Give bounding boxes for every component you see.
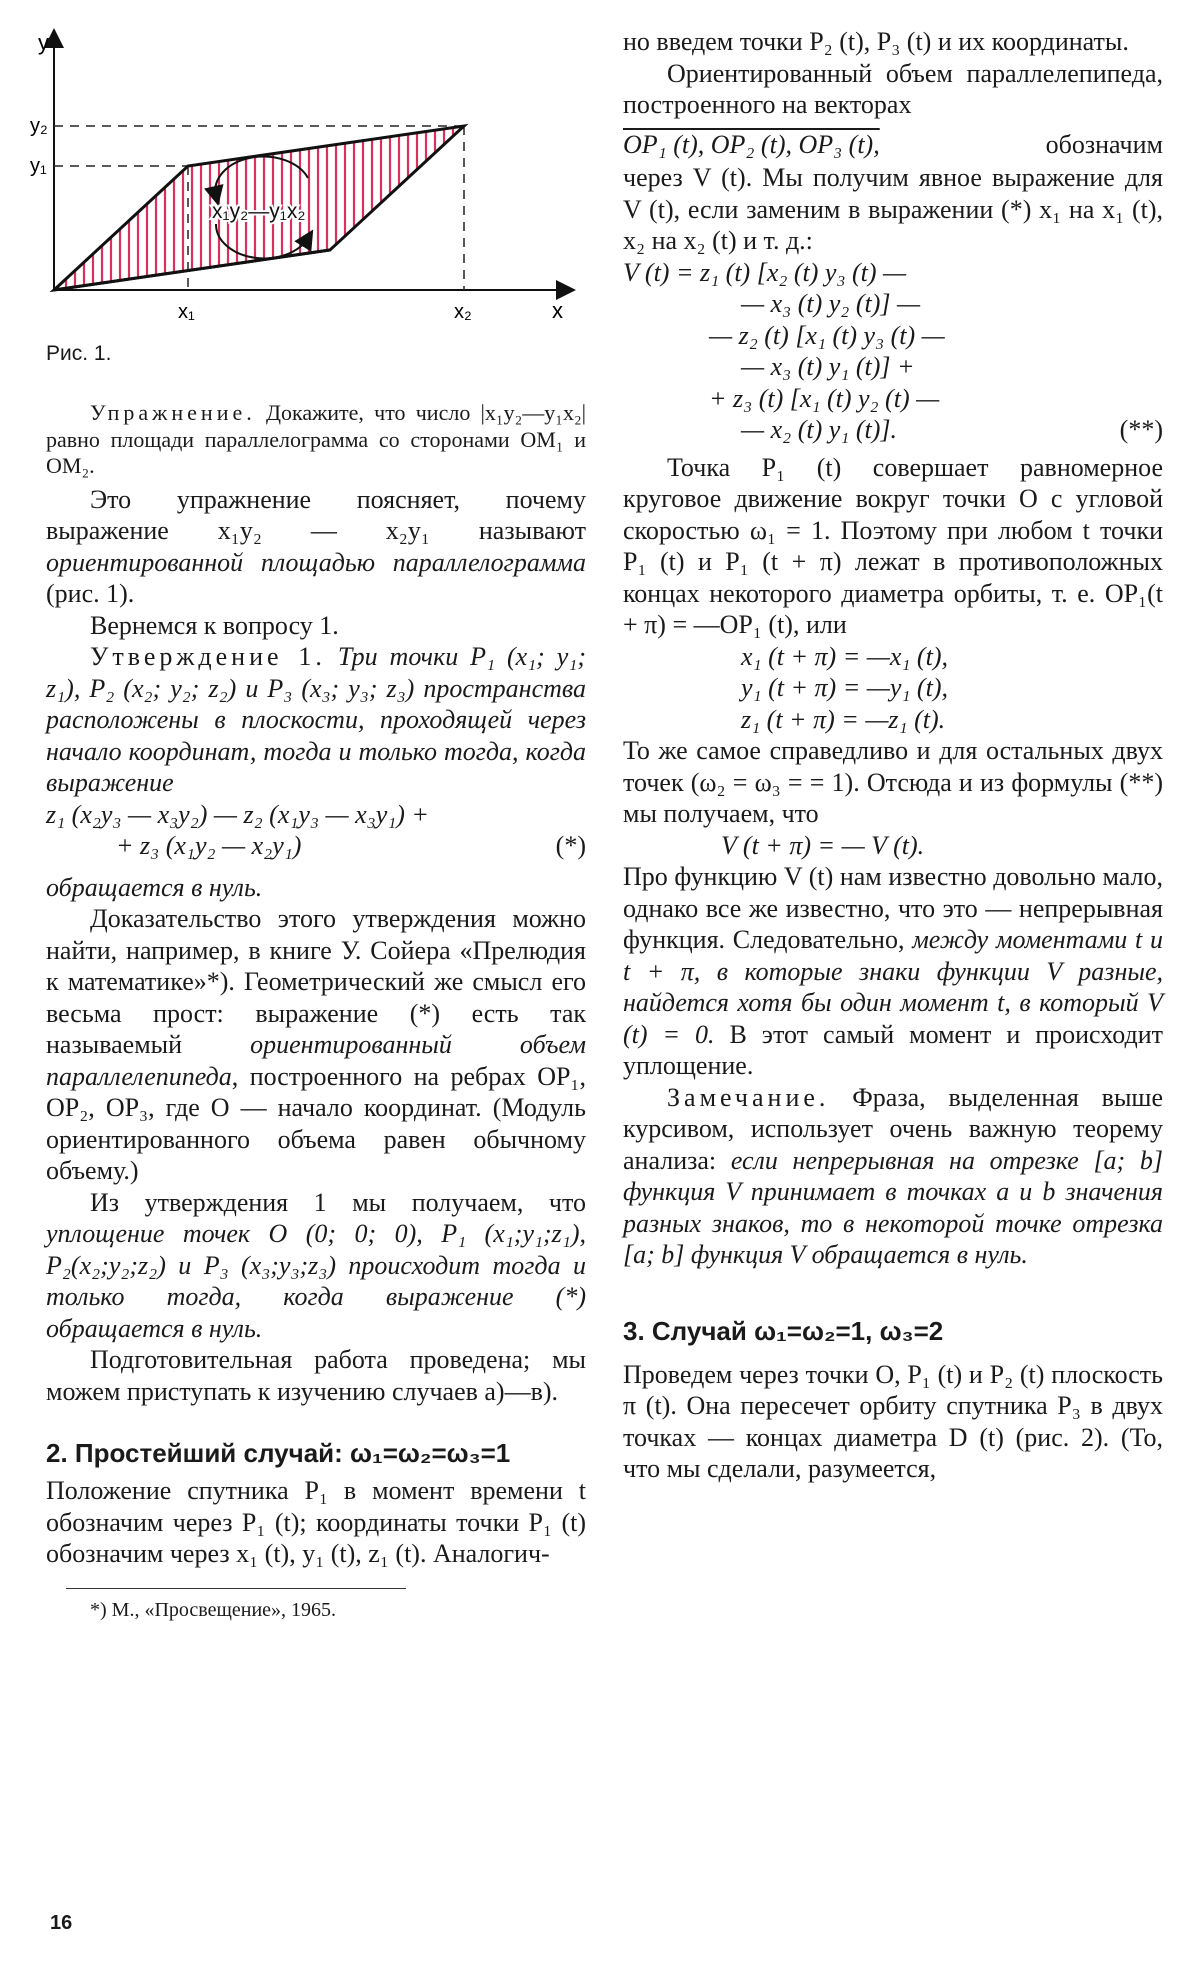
paragraph: Про функцию V (t) нам известно довольно мало, однако все же известно, что это — непрерывная функция. Следовательно, между моментами t и t + π, в которые знаки функции V разные, найдется хотя бы один момент t, в который V (t) = 0. В этот самый момент и происходит уплощение. [623,862,1163,1080]
paragraph: Точка P₁ (t) совершает равномерное круговое движение вокруг точки O с угловой скоростью ω₁ = 1. Поэтому при любом t точки P₁ (t) и P₁ (t + π) лежат в противоположных концах некоторого диаметра орбиты, т. е. OP₁(t + π) = —OP₁ (t), или [623,452,1163,639]
footnote-rule [66,1588,406,1589]
exercise-text: Докажите, что число |x₁y₂—y₁x₂| равно площади параллелограмма со сторонами OM₁ и OM₂. [46,400,587,478]
paragraph: через V (t). Мы получим явное выражение для V (t), если заменим в выражении (*) x₁ на x₁ (t), x₂ на x₂ (t) и т. д.: [623,163,1163,255]
statement-text: Три точки P₁ (x₁; y₁; z₁), P₂ (x₂; y₂; z₂) и P₃ (x₃; y₃; z₃) пространства расположены в плоскости, проходящей через начало координат, тогда и только тогда, когда выражение [46,642,586,797]
remark-heading: Замечание. [667,1082,830,1112]
equation-double-star: V (t) = z₁ (t) [x₂ (t) y₃ (t) — — x₃ (t) y₂ (t)] — — z₂ (t) [x₁ (t) y₃ (t) — — x₃ (t) y₁ (t)] + + z₃ (t) [x₁ (t) y₂ (t) — — x₂ (t) y₁ (t)]. (**) [623,257,1163,444]
x2-label: x₂ [454,301,472,323]
exercise [46,400,586,480]
equation: V (t + π) = — V (t). [721,830,925,860]
paragraph: Вернемся к вопросу 1. [90,610,339,640]
paragraph: Подготовительная работа проведена; мы можем приступать к изучению случаев а)—в). [46,1345,586,1406]
left-column [30,28,587,1622]
equation-tag: (*) [555,831,586,860]
paragraph: Доказательство этого утверждения можно найти, например, в книге У. Сойера «Прелюдия к математике»*). Геометрический же смысл его весьма прост: выражение (*) есть так называемый ориентированный объем параллелепипеда, построенного на ребрах OP₁, OP₂, OP₃, где O — начало координат. (Модуль ориентированного объема равен обычному объему.) [46,904,586,1185]
statement [46,641,586,799]
paragraph: Положение спутника P₁ в момент времени t обозначим через P₁ (t); координаты точки P₁ (t) обозначим через x₁ (t), y₁ (t), z₁ (t). Аналогич- [46,1476,586,1568]
right-column [623,26,1163,1485]
paragraph: Из утверждения 1 мы получаем, что уплощение точек O (0; 0; 0), P₁ (x₁;y₁;z₁), P₂(x₂;y₂;z₂) и P₃ (x₃;y₃;z₃) происходит тогда и только тогда, когда выражение (*) обращается в нуль. [46,1187,586,1343]
remark: Замечание. Фраза, выделенная выше курсивом, использует очень важную теорему анализа: если непрерывная на отрезке [a; b] функция V принимает в точках a и b значения разных знаков, то в некоторой точке отрезка [a; b] функция V обращается в нуль. [623,1082,1163,1269]
vector-list: OP₁ (t), OP₂ (t), OP₃ (t), [623,129,880,159]
equation-system: x₁ (t + π) = —x₁ (t), y₁ (t + π) = —y₁ (t), z₁ (t + π) = —z₁ (t). [741,641,948,734]
section-heading: 3. Случай ω₁=ω₂=1, ω₃=2 [623,1315,944,1346]
y1-label: y₁ [30,155,47,177]
axis-x-label: x [552,298,563,323]
equation-star: z₁ (x₂y₃ — x₃y₂) — z₂ (x₁y₃ — x₃y₁) + + z₃ (x₁y₂ — x₂y₁) (*) [46,799,586,860]
area-expression: x₁y₂—y₁x₂ [212,200,306,223]
axis-y-label: y [38,30,49,55]
section-heading: 2. Простейший случай: ω₁=ω₂=ω₃=1 [46,1438,511,1468]
paragraph: Это упражнение поясняет, почему выражение x₁y₂ — x₂y₁ называют ориентированной площадью параллелограмма (рис. 1). [46,484,586,608]
paragraph: но введем точки P₂ (t), P₃ (t) и их координаты. [623,27,1129,56]
figure-1 [30,28,586,328]
x1-label: x₁ [178,301,195,323]
paragraph: Ориентированный объем параллелепипеда, построенного на векторах [623,58,1163,119]
statement-end: обращается в нуль. [46,872,263,902]
page-number: 16 [50,1912,73,1934]
statement-heading: Утверждение 1. [90,642,326,671]
y2-label: y₂ [30,115,48,137]
equation-tag: (**) [1119,415,1163,444]
vectors-line: OP₁ (t), OP₂ (t), OP₃ (t), обозначим [623,129,1163,159]
figure-caption: Рис. 1. [46,342,112,365]
exercise-heading: Упражнение. [90,400,256,425]
paragraph: Проведем через точки O, P₁ (t) и P₂ (t) плоскость π (t). Она пересечет орбиту спутника P₃ в двух точках — концах диаметра D (t) (рис. 2). (То, что мы сделали, разумеется, [623,1359,1163,1483]
paragraph: То же самое справедливо и для остальных двух точек (ω₂ = ω₃ = = 1). Отсюда и из формулы (**) мы получаем, что [623,736,1163,828]
footnote: *) М., «Просвещение», 1965. [90,1598,337,1621]
